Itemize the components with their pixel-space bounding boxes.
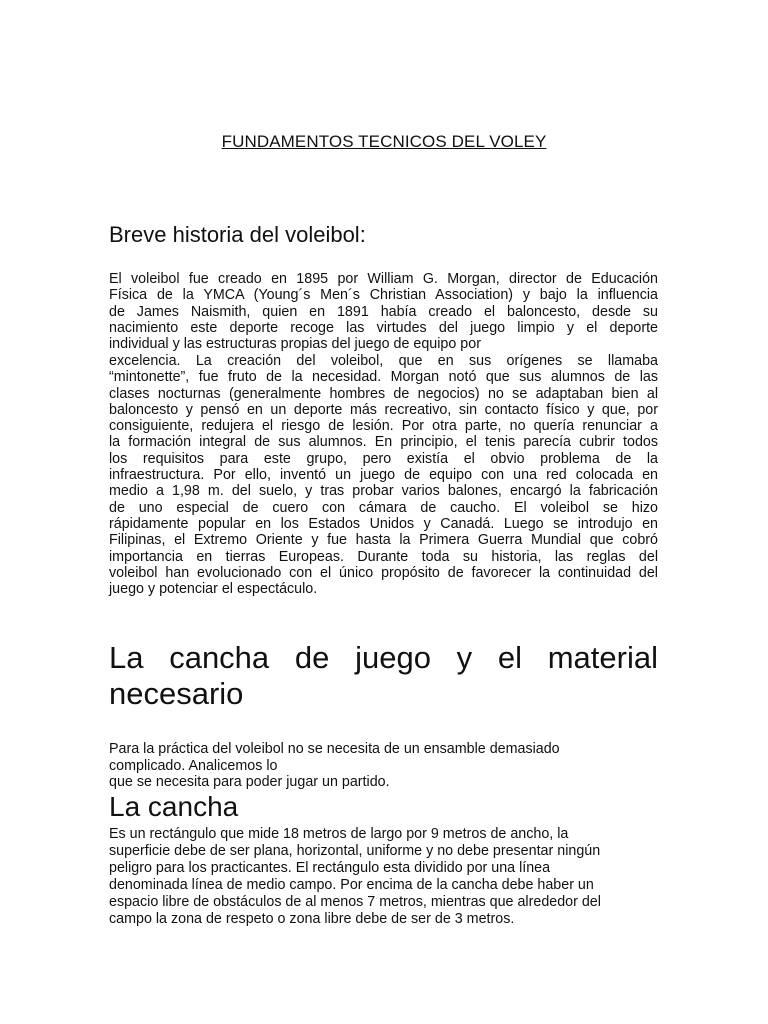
- text-line: denominada línea de medio campo. Por encima de la cancha debe haber un: [109, 876, 594, 893]
- text-line: los requisitos para este grupo, pero existía el obvio problema de la: [109, 450, 658, 467]
- paragraph-cancha: [109, 826, 658, 927]
- text-line: excelencia. La creación del voleibol, que en sus orígenes se llamaba: [109, 353, 658, 369]
- text-line: de James Naismith, quien en 1891 había creado el baloncesto, desde su: [109, 303, 658, 320]
- heading-line: necesario: [109, 676, 244, 711]
- heading-cancha-de-juego: [109, 640, 658, 712]
- text-line: la formación integral de sus alumnos. En principio, el tenis parecía cubrir todos: [109, 434, 658, 451]
- text-line: campo la zona de respeto o zona libre debe de ser de 3 metros.: [109, 910, 515, 927]
- text-line: espacio libre de obstáculos de al menos 7 metros, mientras que alrededor del: [109, 893, 601, 910]
- text-line: baloncesto y pensó en un deporte más recreativo, sin contacto físico y que, por: [109, 401, 658, 418]
- paragraph-historia-body: [109, 353, 658, 597]
- text-line: complicado. Analicemos lo: [109, 757, 278, 774]
- text-line: nacimiento este deporte recoge las virtudes del juego limpio y el deporte: [109, 319, 658, 336]
- text-line: peligro para los practicantes. El rectángulo esta dividido por una línea: [109, 859, 551, 876]
- text-line: superficie debe de ser plana, horizontal, uniforme y no debe presentar ningún: [109, 842, 601, 859]
- heading-line: La cancha de juego y el material: [109, 640, 658, 675]
- text-line: Filipinas, el Extremo Oriente y fue hasta la Primera Guerra Mundial que cobró: [109, 532, 658, 549]
- text-line: El voleibol fue creado en 1895 por William G. Morgan, director de Educación: [109, 271, 658, 287]
- text-line: Es un rectángulo que mide 18 metros de largo por 9 metros de ancho, la: [109, 826, 569, 842]
- text-line: que se necesita para poder jugar un partido.: [109, 774, 390, 790]
- text-line: individual y las estructuras propias del juego de equipo por: [109, 336, 481, 353]
- heading-la-cancha: La cancha: [109, 791, 239, 822]
- text-line: medio a 1,98 m. del suelo, y tras probar varios balones, encargó la fabricación: [109, 483, 658, 500]
- text-line: juego y potenciar el espectáculo.: [109, 581, 318, 598]
- text-line: de uno especial de cuero con cámara de caucho. El voleibol se hizo: [109, 499, 658, 516]
- paragraph-historia-intro: [109, 271, 658, 352]
- heading-breve-historia: Breve historia del voleibol:: [109, 222, 366, 247]
- text-line: Para la práctica del voleibol no se necesita de un ensamble demasiado: [109, 741, 560, 757]
- text-line: importancia en tierras Europeas. Durante toda su historia, las reglas del: [109, 548, 658, 565]
- text-line: consiguiente, redujera el riesgo de lesión. Por otra parte, no quería renunciar a: [109, 418, 658, 435]
- text-line: clases nocturnas (generalmente hombres de negocios) no se adaptaban bien al: [109, 385, 658, 402]
- text-line: “mintonette”, fue fruto de la necesidad. Morgan notó que sus alumnos de las: [109, 369, 658, 386]
- paragraph-material: [109, 741, 658, 791]
- text-line: Física de la YMCA (Young´s Men´s Christian Association) y bajo la influencia: [109, 287, 658, 304]
- text-line: infraestructura. Por ello, inventó un juego de equipo con una red colocada en: [109, 467, 658, 484]
- text-line: voleibol han evolucionado con el único propósito de favorecer la continuidad del: [109, 564, 658, 581]
- document-title: FUNDAMENTOS TECNICOS DEL VOLEY: [221, 132, 547, 151]
- text-line: rápidamente popular en los Estados Unidos y Canadá. Luego se introdujo en: [109, 515, 658, 532]
